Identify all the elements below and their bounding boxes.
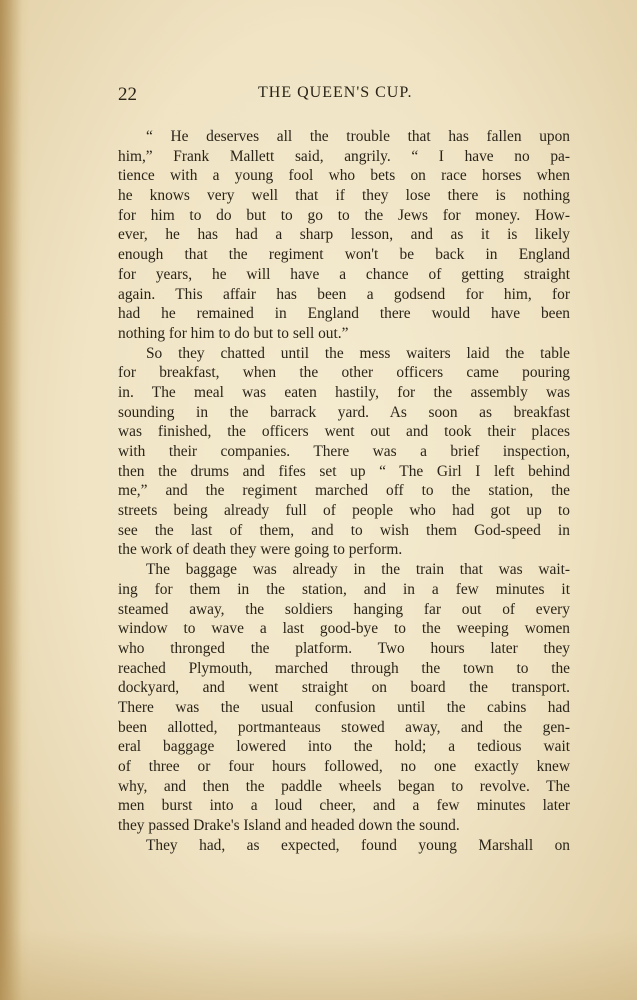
text-line: for him to do but to go to the Jews for money. How- <box>118 206 570 224</box>
page-edge-shadow <box>0 0 22 1000</box>
text-line: with their companies. There was a brief inspection, <box>118 443 570 460</box>
text-line: sounding in the barrack yard. As soon as breakfast <box>118 403 570 421</box>
text-line: in. The meal was eaten hastily, for the assembly was <box>118 383 570 401</box>
text-line: So they chatted until the mess waiters laid the table <box>146 344 570 362</box>
text-line: him,” Frank Mallett said, angrily. “ I have no pa- <box>118 147 570 165</box>
page-header <box>118 80 434 108</box>
text-line: There was the usual confusion until the cabins had <box>118 698 570 716</box>
page-stain <box>0 930 637 1000</box>
text-line: tience with a young fool who bets on race horses when <box>118 167 570 185</box>
text-line: They had, as expected, found young Marshall on <box>146 836 570 854</box>
text-line: ing for them in the station, and in a few minutes it <box>118 580 570 598</box>
text-line: they passed Drake's Island and headed down the sound. <box>118 817 460 835</box>
text-line: nothing for him to do but to sell out.” <box>118 324 349 342</box>
text-line: steamed away, the soldiers hanging far out of every <box>118 600 570 618</box>
text-line: eral baggage lowered into the hold; a tedious wait <box>118 738 570 756</box>
text-line: The baggage was already in the train that was wait- <box>146 561 570 579</box>
text-line: “ He deserves all the trouble that has fallen upon <box>146 128 570 145</box>
text-line: was finished, the officers went out and took their places <box>118 423 570 441</box>
text-line: for breakfast, when the other officers came pouring <box>118 364 570 382</box>
text-line: who thronged the platform. Two hours later they <box>118 639 570 657</box>
text-line: had he remained in England there would have been <box>118 305 570 323</box>
text-line: for years, he will have a chance of getting straight <box>118 265 570 283</box>
text-line: why, and then the paddle wheels began to revolve. The <box>118 777 570 795</box>
running-head: THE QUEEN'S CUP. <box>258 84 413 101</box>
page-number: 22 <box>118 84 137 105</box>
text-line: me,” and the regiment marched off to the station, the <box>118 482 570 500</box>
text-line: again. This affair has been a godsend for him, for <box>118 285 570 303</box>
text-line: reached Plymouth, marched through the town to the <box>118 659 570 677</box>
text-line: then the drums and fifes set up “ The Girl I left behind <box>118 462 570 480</box>
text-line: streets being already full of people who had got up to <box>118 502 570 520</box>
text-line: dockyard, and went straight on board the transport. <box>118 679 570 697</box>
text-line: window to wave a last good-bye to the weeping women <box>118 620 570 638</box>
text-line: he knows very well that if they lose there is nothing <box>118 187 570 205</box>
text-line: enough that the regiment won't be back in England <box>118 246 570 264</box>
text-line: been allotted, portmanteaus stowed away, and the gen- <box>118 718 570 736</box>
text-line: the work of death they were going to perform. <box>118 541 403 559</box>
text-line: men burst into a loud cheer, and a few minutes later <box>118 797 570 815</box>
text-line: ever, he has had a sharp lesson, and as it is likely <box>118 226 570 244</box>
body-text <box>118 127 570 855</box>
text-line: of three or four hours followed, no one exactly knew <box>118 758 570 775</box>
text-line: see the last of them, and to wish them God-speed in <box>118 521 570 539</box>
